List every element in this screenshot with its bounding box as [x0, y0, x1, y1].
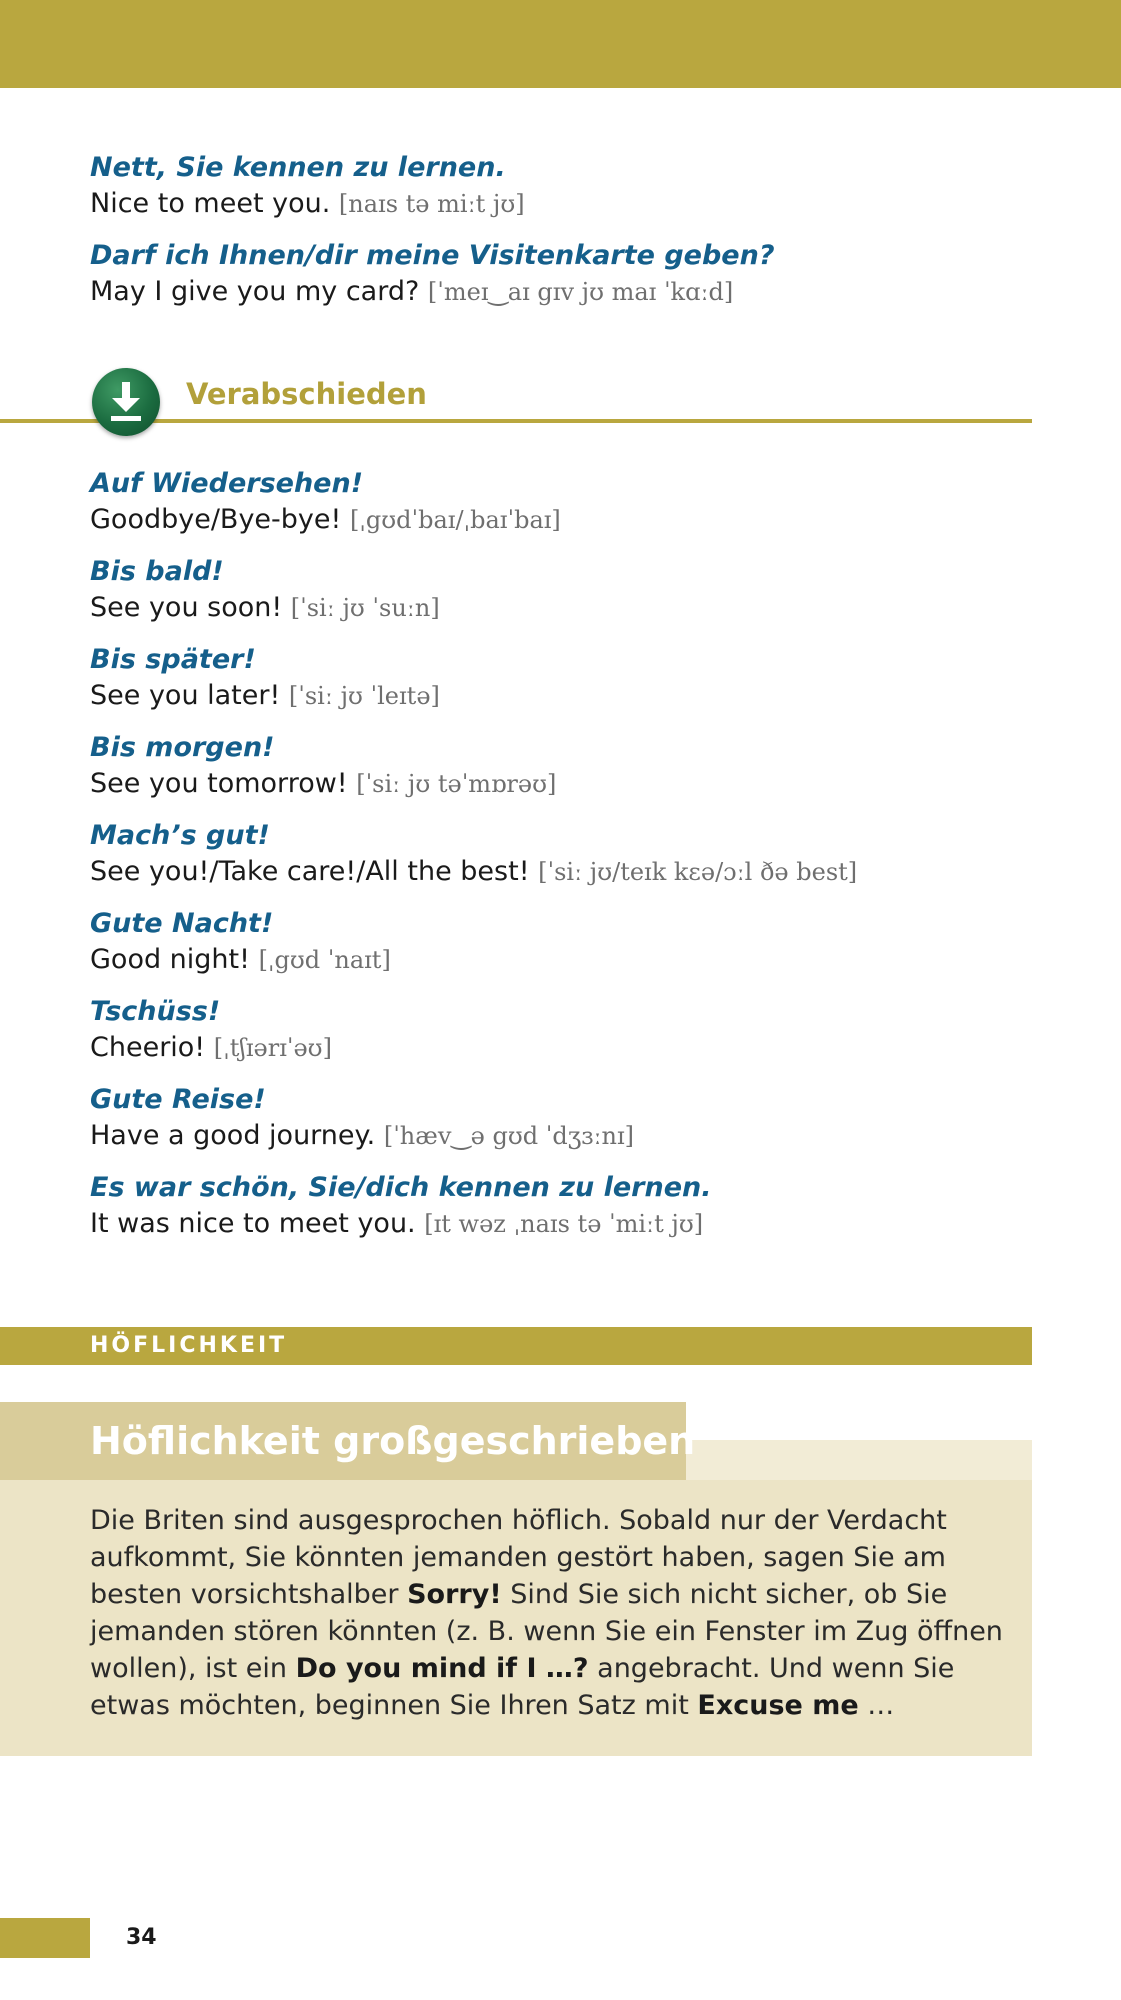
german-phrase: Darf ich Ihnen/dir meine Visitenkarte geben?: [90, 240, 775, 271]
english-phrase: [90, 274, 1030, 310]
english-phrase: [90, 854, 1030, 890]
phrase-item: [90, 730, 1030, 802]
german-phrase: Nett, Sie kennen zu lernen.: [90, 152, 506, 183]
ipa-transcription: [ˈmeɪ‿aɪ gɪv jʊ maɪ ˈkɑːd]: [427, 278, 734, 306]
english-phrase: [90, 942, 1030, 978]
phrase-item: [90, 554, 1030, 626]
phrase-item: [90, 1170, 1030, 1242]
german-phrase: Tschüss!: [90, 996, 221, 1027]
info-text-part: Die Briten sind ausgesprochen höflich. Sobald nur der Verdacht aufkommt, Sie könnten jemanden gestört haben, sagen Sie am besten vorsichtshalber: [90, 1505, 947, 1610]
intro-phrase-list: [90, 150, 1030, 326]
category-label: HÖFLICHKEIT: [90, 1333, 288, 1358]
german-phrase: Gute Reise!: [90, 1084, 266, 1115]
info-box-tab-extension: [686, 1440, 1032, 1480]
info-box-title-tab: [0, 1402, 696, 1480]
german-phrase: Auf Wiedersehen!: [90, 468, 364, 499]
info-text-part: Sind Sie sich nicht sicher, ob Sie jemanden stören könnten (z. B. wenn Sie ein Fenster im Zug öffnen wollen), ist ein: [90, 1579, 1003, 1684]
phrase-item: [90, 818, 1030, 890]
ipa-transcription: [ˈsiː jʊ təˈmɒrəʊ]: [356, 770, 557, 798]
footer-color-tab: [0, 1918, 90, 1958]
ipa-transcription: [ˈsiː jʊ ˈsuːn]: [290, 594, 440, 622]
english-text: Nice to meet you.: [90, 188, 331, 219]
ipa-transcription: [ˈhæv‿ə gʊd ˈdʒɜːnɪ]: [383, 1122, 635, 1150]
info-bold-phrase: Do you mind if I …?: [295, 1653, 589, 1684]
english-phrase: [90, 766, 1030, 802]
english-text: See you soon!: [90, 592, 283, 623]
english-phrase: [90, 1206, 1030, 1242]
farewell-phrase-list: [90, 466, 1030, 1258]
english-text: Cheerio!: [90, 1032, 206, 1063]
english-phrase: [90, 1030, 1030, 1066]
download-arrow-icon[interactable]: [92, 368, 160, 436]
section-title: Verabschieden: [186, 377, 427, 411]
english-text: Goodbye/Bye-bye!: [90, 504, 342, 535]
ipa-transcription: [naɪs tə miːt jʊ]: [338, 190, 525, 218]
english-phrase: [90, 186, 1030, 222]
phrase-item: [90, 150, 1030, 222]
english-text: Good night!: [90, 944, 250, 975]
phrase-item: [90, 238, 1030, 310]
phrase-item: [90, 994, 1030, 1066]
category-bar: [0, 1327, 1032, 1365]
english-text: Have a good journey.: [90, 1120, 376, 1151]
ipa-transcription: [ˌtʃɪərɪˈəʊ]: [213, 1034, 332, 1062]
english-phrase: [90, 502, 1030, 538]
phrase-item: [90, 906, 1030, 978]
info-box-body: [0, 1480, 1032, 1756]
info-bold-phrase: Excuse me: [697, 1690, 859, 1721]
english-phrase: [90, 678, 1030, 714]
english-text: May I give you my card?: [90, 276, 420, 307]
english-phrase: [90, 1118, 1030, 1154]
section-heading: [0, 368, 1040, 438]
phrase-item: [90, 1082, 1030, 1154]
ipa-transcription: [ɪt wəz ˌnaɪs tə ˈmiːt jʊ]: [424, 1210, 704, 1238]
phrase-item: [90, 642, 1030, 714]
ipa-transcription: [ˌgʊd ˈnaɪt]: [258, 946, 391, 974]
german-phrase: Es war schön, Sie/dich kennen zu lernen.: [90, 1172, 712, 1203]
english-text: See you!/Take care!/All the best!: [90, 856, 530, 887]
english-text: See you tomorrow!: [90, 768, 348, 799]
phrase-item: [90, 466, 1030, 538]
info-text-part: …: [858, 1690, 895, 1721]
info-text-part: angebracht. Und wenn Sie etwas möchten, beginnen Sie Ihren Satz mit: [90, 1653, 955, 1721]
info-box: [0, 1402, 1032, 1756]
ipa-transcription: [ˌgʊdˈbaɪ/ˌbaɪˈbaɪ]: [349, 506, 561, 534]
ipa-transcription: [ˈsiː jʊ/teɪk kɛə/ɔːl ðə best]: [538, 858, 858, 886]
english-text: It was nice to meet you.: [90, 1208, 416, 1239]
german-phrase: Bis bald!: [90, 556, 224, 587]
page-number: 34: [126, 1925, 157, 1950]
german-phrase: Bis morgen!: [90, 732, 275, 763]
german-phrase: Bis später!: [90, 644, 256, 675]
info-box-text: [90, 1502, 1020, 1724]
info-bold-phrase: Sorry!: [407, 1579, 502, 1610]
ipa-transcription: [ˈsiː jʊ ˈleɪtə]: [288, 682, 440, 710]
german-phrase: Gute Nacht!: [90, 908, 274, 939]
top-color-band: [0, 0, 1121, 88]
english-phrase: [90, 590, 1030, 626]
info-box-title: Höflichkeit großgeschrieben: [90, 1419, 696, 1463]
english-text: See you later!: [90, 680, 281, 711]
german-phrase: Mach’s gut!: [90, 820, 270, 851]
